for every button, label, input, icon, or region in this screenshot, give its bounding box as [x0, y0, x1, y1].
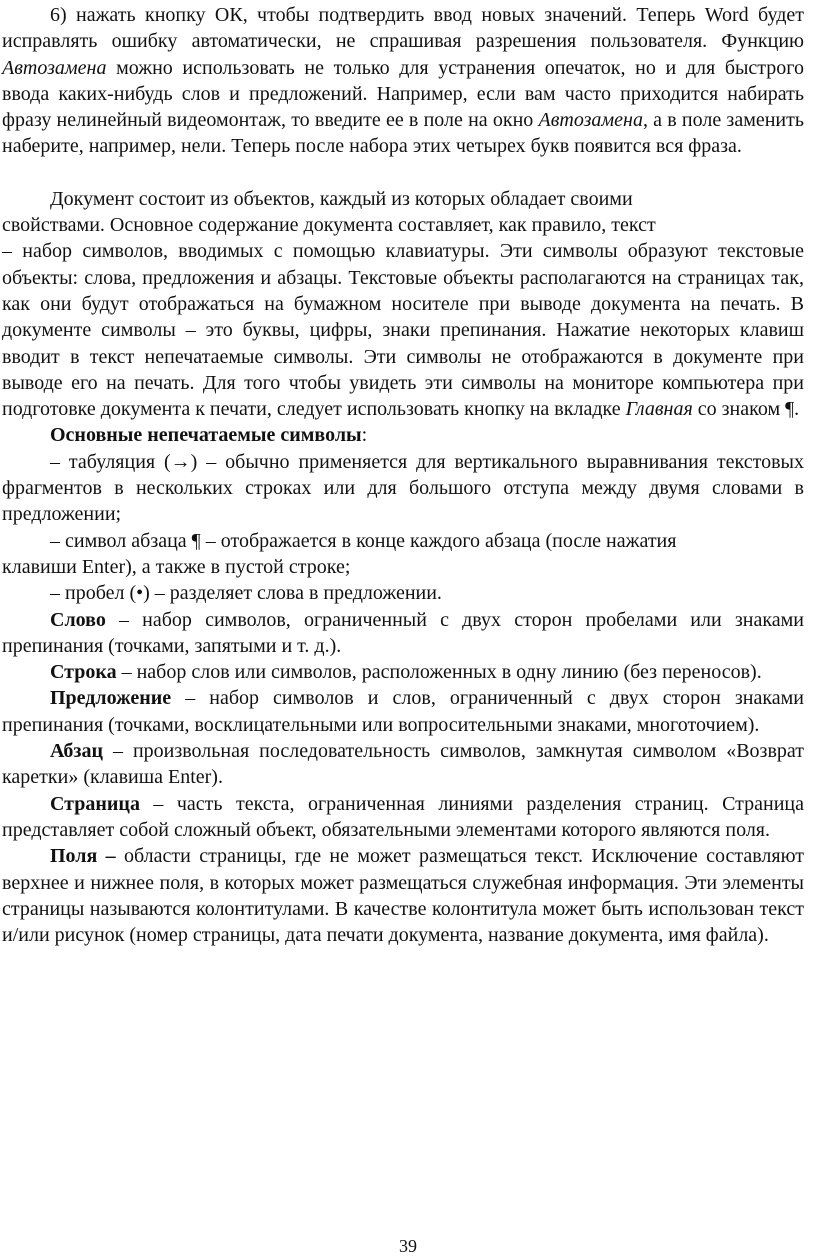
paragraph-autocorrect	[2, 2, 804, 160]
definition-line	[2, 659, 804, 685]
text: – пробел (•) – разделяет слова в предложении.	[50, 582, 442, 605]
italic-term-autocorrect: Автозамена	[538, 109, 643, 132]
text: со знаком ¶.	[692, 398, 800, 421]
nonprint-heading	[2, 422, 804, 448]
definition-term: Слово	[50, 608, 106, 631]
definition-text: – набор слов или символов, расположенных в одну линию (без переносов).	[116, 661, 762, 684]
nonprint-tab-item	[2, 449, 804, 528]
text: клавиши Enter), а также в пустой строке;	[2, 555, 351, 578]
nonprint-paragraph-item-line-1	[2, 528, 804, 554]
definition-text: – набор символов, ограниченный с двух сторон пробелами или знаками препинания (точками, запятыми и т. д.).	[2, 608, 804, 657]
definition-paragraph	[2, 738, 804, 791]
text: , а в поле заменить наберите, например, нели. Теперь после набора этих четырех букв появится вся фраза.	[2, 109, 804, 158]
definition-term: Абзац	[50, 740, 103, 763]
text: свойствами. Основное содержание документа составляет, как правило, текст	[2, 214, 656, 237]
text: – набор символов, вводимых с помощью клавиатуры. Эти символы образуют текстовые объекты: слова, предложения и абзацы. Текстовые объекты располагаются на страницах так, как они будут отображаться на бумажном носителе при выводе документа на печать. В документе символы – это буквы, цифры, знаки препинания. Нажатие некоторых клавиш вводит в текст непечатаемые символы. Эти символы не отображаются в документе при выводе его на печать. Для того чтобы увидеть эти символы на мониторе компьютера при подготовке документа к печати, следует использовать кнопку на вкладке	[2, 240, 804, 421]
definition-word	[2, 607, 804, 660]
definition-margins	[2, 843, 804, 948]
definition-sentence	[2, 685, 804, 738]
paragraph-document-body	[2, 238, 804, 422]
definition-page	[2, 791, 804, 844]
text: Документ состоит из объектов, каждый из которых обладает своими	[50, 187, 633, 210]
bold-heading: Основные непечатаемые символы	[50, 424, 362, 447]
definition-term: Предложение	[50, 687, 172, 710]
italic-term-home-tab: Главная	[625, 398, 693, 421]
definition-term: Страница	[50, 792, 140, 815]
text: можно использовать не только для устранения опечаток, но и для быстрого ввода каких-нибудь слов и предложений. Например, если вам часто приходится набирать фразу нелинейный видеомонтаж, то введите ее в поле на окно	[2, 56, 804, 132]
definition-text: – часть текста, ограниченная линиями разделения страниц. Страница представляет собой сложный объект, обязательными элементами которого являются поля.	[2, 792, 804, 841]
text: 6) нажать кнопку ОК, чтобы подтвердить ввод новых значений. Теперь Word будет исправлять ошибку автоматически, не спрашивая разрешения пользователя. Функцию	[2, 4, 804, 53]
definition-term: Поля –	[50, 845, 116, 868]
italic-term-autocorrect: Автозамена	[2, 56, 107, 79]
page-number: 39	[399, 1236, 417, 1256]
definition-text: – произвольная последовательность символов, замкнутая символом «Возврат каретки» (клавиша Enter).	[2, 740, 804, 789]
nonprint-space-item	[2, 580, 804, 606]
definition-text: – набор символов и слов, ограниченный с двух сторон знаками препинания (точками, восклицательными или вопросительными знаками, многоточием).	[2, 687, 804, 736]
text: – символ абзаца ¶ – отображается в конце каждого абзаца (после нажатия	[50, 529, 677, 552]
definition-text: области страницы, где не может размещаться текст. Исключение составляют верхнее и нижнее поля, в которых может размещаться служебная информация. Эти элементы страницы называются колонтитулами. В качестве колонтитула может быть использован текст и/или рисунок (номер страницы, дата печати документа, название документа, имя файла).	[2, 845, 804, 947]
text: :	[361, 424, 368, 447]
text: – табуляция (→) – обычно применяется для вертикального выравнивания текстовых фрагментов в нескольких строках или для большого отступа между двумя словами в предложении;	[2, 450, 804, 526]
blank-line	[2, 160, 804, 186]
nonprint-paragraph-item-line-2	[2, 554, 804, 580]
paragraph-document-line-2	[2, 212, 804, 238]
paragraph-document-line-1	[2, 186, 804, 212]
definition-term: Строка	[50, 661, 117, 684]
